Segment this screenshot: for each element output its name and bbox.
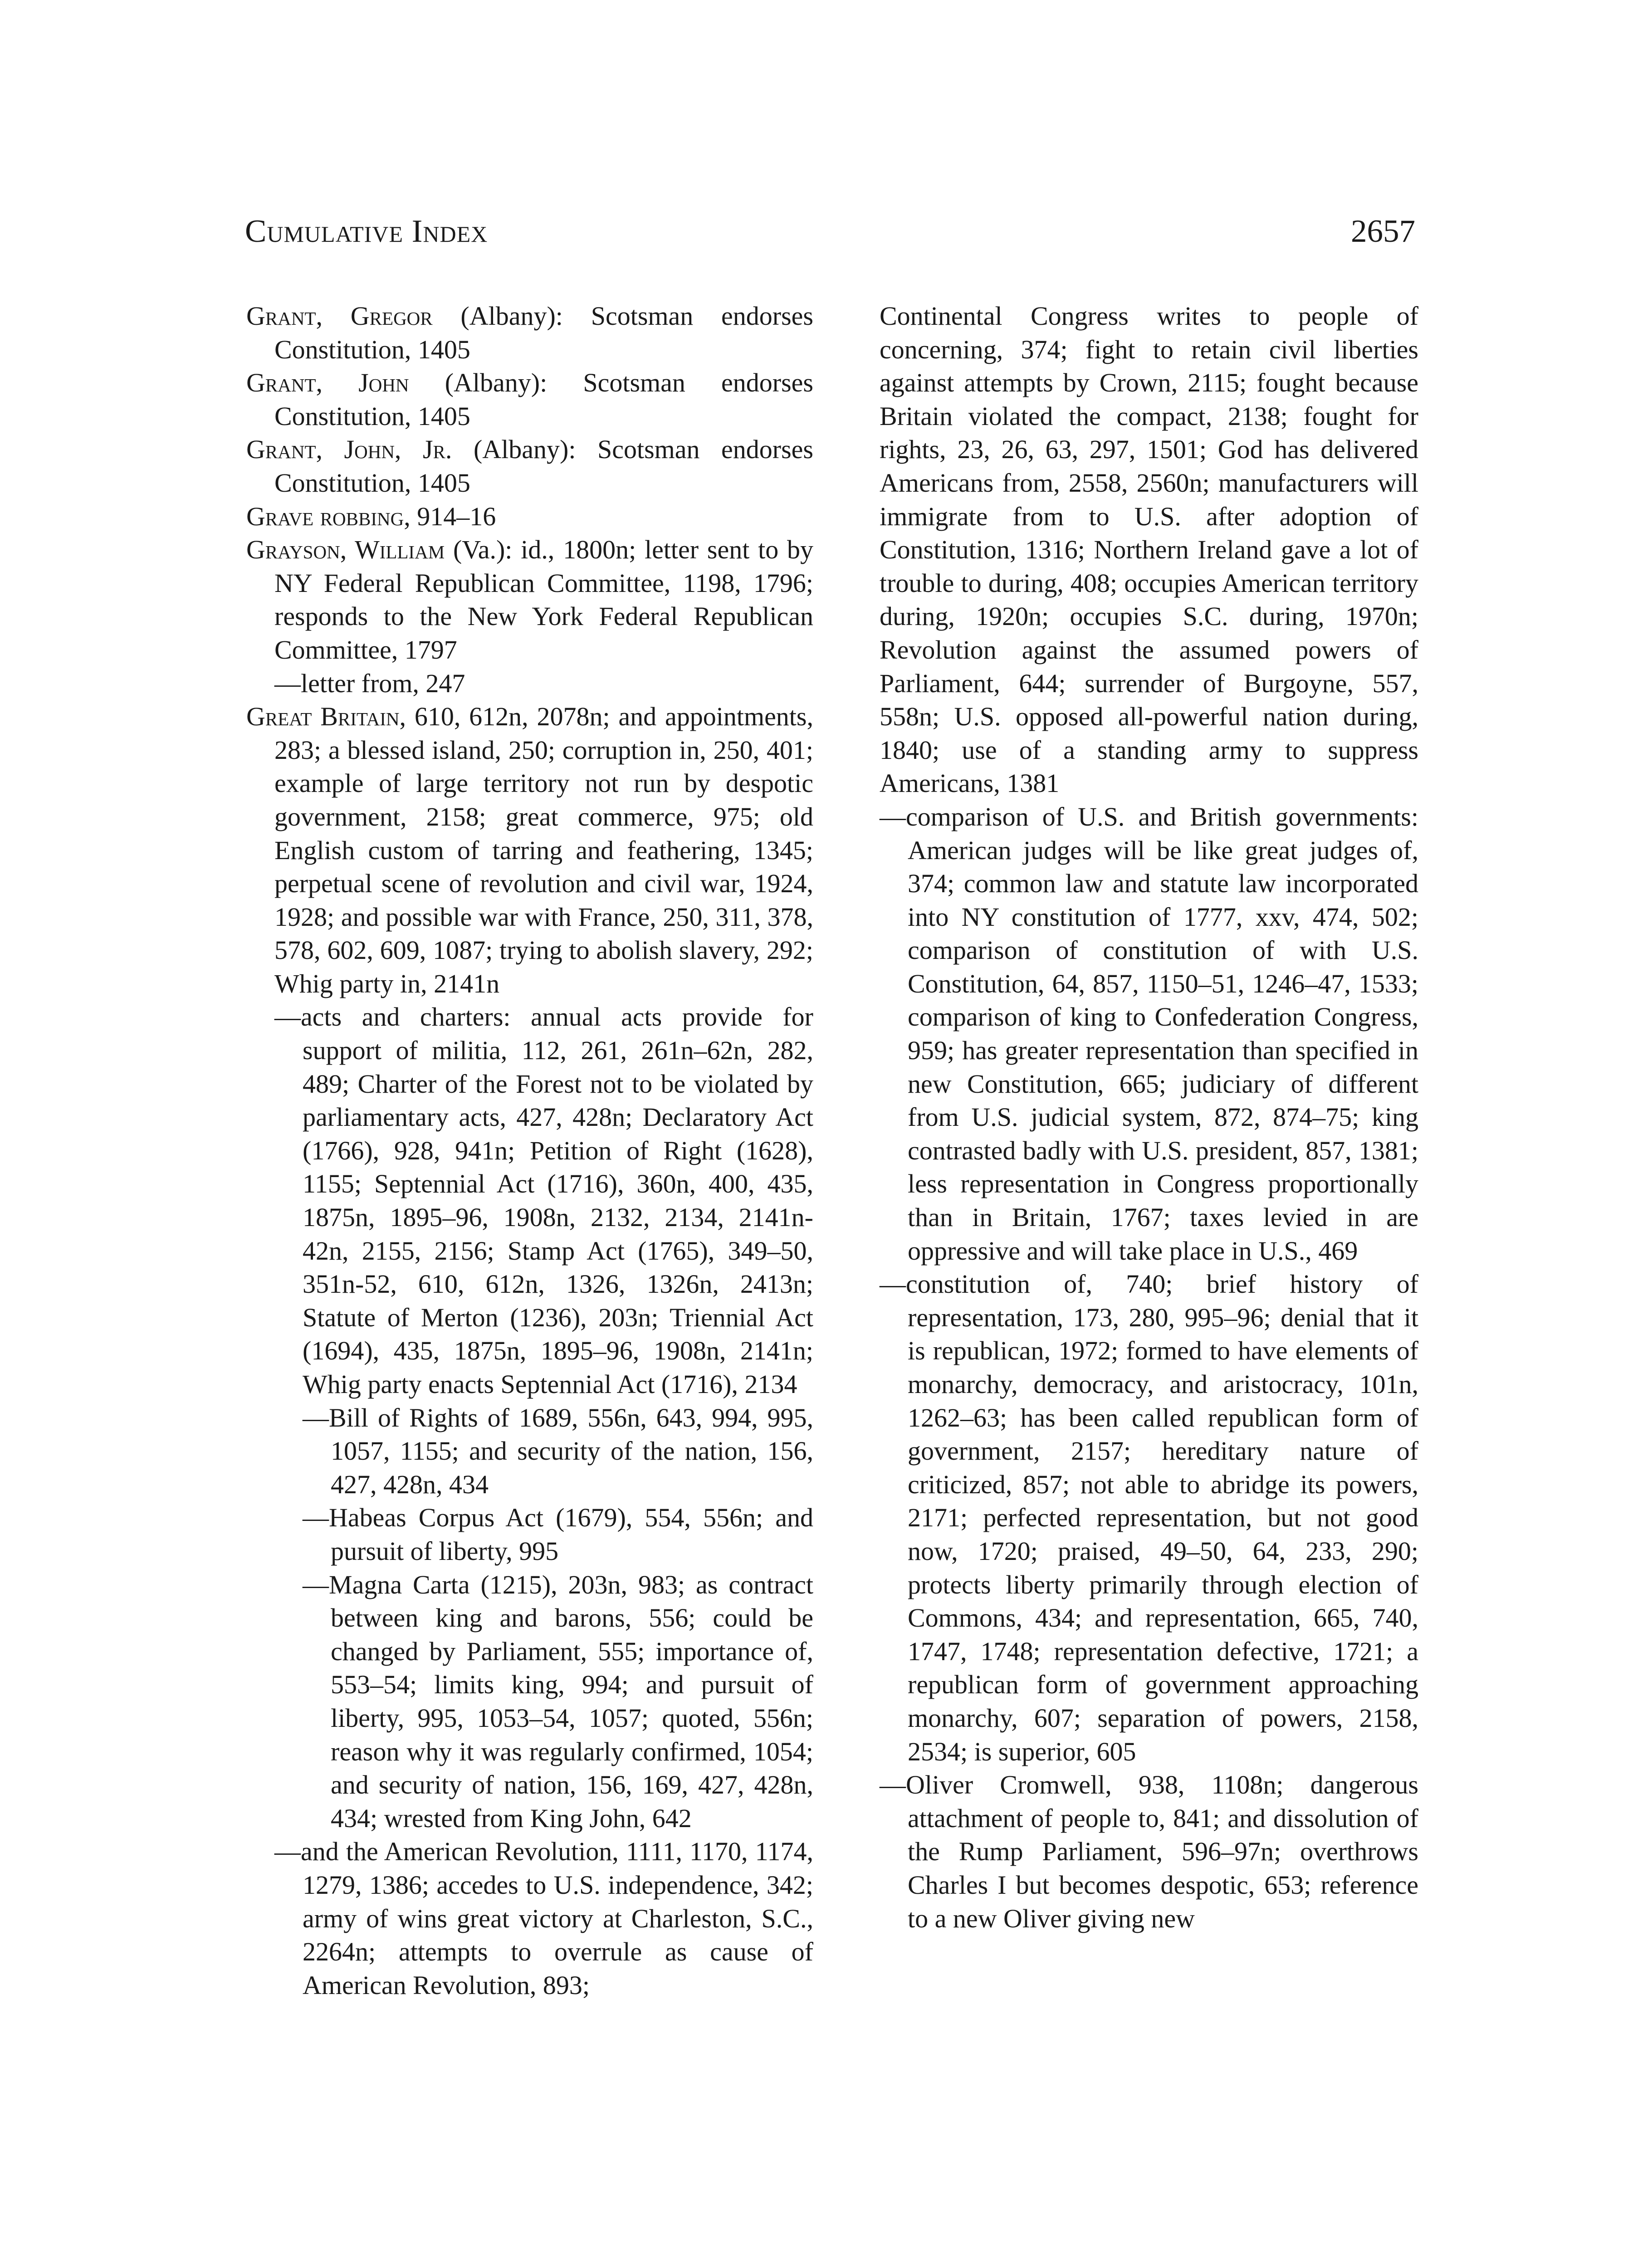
right-column	[851, 299, 1418, 1935]
entry-text: (Albany): Scotsman endorses Constitution, 1405	[274, 435, 814, 498]
entry-text: —constitution of, 740; brief history of representation, 173, 280, 995–96; denial that it is republican, 1972; formed to have elements of monarchy, democracy, and aristocracy, 101n, 1262–63; has been called republican form of government, 2157; hereditary nature of criticized, 857; not able to abridge its powers, 2171; perfected representation, but not good now, 1720; praised, 49–50, 64, 233, 290; protects liberty primarily through election of Commons, 434; and representation, 665, 740, 1747, 1748; representation defective, 1721; a republican form of government approaching monarchy, 607; separation of powers, 2158, 2534; is superior, 605	[880, 1269, 1418, 1766]
entry-text: —acts and charters: annual acts provide for support of militia, 112, 261, 261n–62n, 282, 489; Charter of the Forest not to be violated by parliamentary acts, 427, 428n; Declaratory Act (1766), 928, 941n; Petition of Right (1628), 1155; Septennial Act (1716), 360n, 400, 435, 1875n, 1895–96, 1908n, 2132, 2134, 2141n-42n, 2155, 2156; Stamp Act (1765), 349–50, 351n-52, 610, 612n, 1326, 1326n, 2413n; Statute of Merton (1236), 203n; Triennial Act (1694), 435, 1875n, 1895–96, 1908n, 2141n; Whig party enacts Septennial Act (1716), 2134	[274, 1002, 813, 1399]
entry-heading: Grant, Gregor	[246, 301, 433, 331]
entry-text: Continental Congress writes to people of concerning, 374; fight to retain civil liberties against attempts by Crown, 2115; fought because Britain violated the compact, 2138; fought for rights, 23, 26, 63, 297, 1501; God has delivered Americans from, 2558, 2560n; manufacturers will immigrate from to U.S. after adoption of Constitution, 1316; Northern Ireland gave a lot of trouble to during, 408; occupies American territory during, 1920n; occupies S.C. during, 1970n; Revolution against the assumed powers of Parliament, 644; surrender of Burgoyne, 557, 558n; U.S. opposed all-powerful nation during, 1840; use of a standing army to suppress Americans, 1381	[880, 301, 1418, 798]
entry-text: —Magna Carta (1215), 203n, 983; as contract between king and barons, 556; could be changed by Parliament, 555; importance of, 553–54; limits king, 994; and pursuit of liberty, 995, 1053–54, 1057; quoted, 556n; reason why it was regularly confirmed, 1054; and security of nation, 156, 169, 427, 428n, 434; wrested from King John, 642	[303, 1569, 813, 1833]
index-continuation	[851, 299, 1418, 800]
entry-heading: Great Britain	[246, 702, 400, 732]
entry-text: —and the American Revolution, 1111, 1170, 1174, 1279, 1386; accedes to U.S. independence, 342; army of wins great victory at Charleston, S.C., 2264n; attempts to overrule as cause of American Revolution, 893;	[274, 1837, 813, 2000]
index-subentry	[246, 1835, 813, 2002]
entry-text: (Va.): id., 1800n; letter sent to by NY Federal Republican Committee, 1198, 1796; responds to the New York Federal Republican Committee, 1797	[274, 535, 813, 665]
page-number: 2657	[1351, 214, 1415, 249]
index-entry	[246, 433, 813, 499]
index-subentry	[851, 1768, 1418, 1935]
entry-text: —letter from, 247	[274, 668, 465, 698]
left-column	[246, 299, 813, 2002]
index-subentry	[246, 667, 813, 700]
entry-text: —Oliver Cromwell, 938, 1108n; dangerous attachment of people to, 841; and dissolution of the Rump Parliament, 596–97n; overthrows Charles I but becomes despotic, 653; reference to a new Oliver giving new	[880, 1770, 1418, 1933]
entry-heading: Grant, John, Jr.	[246, 435, 452, 464]
index-entry	[246, 500, 813, 533]
index-entry	[246, 299, 813, 366]
index-subentry	[851, 800, 1418, 1267]
entry-text: —Bill of Rights of 1689, 556n, 643, 994, 995, 1057, 1155; and security of the nation, 156, 427, 428n, 434	[303, 1403, 813, 1499]
running-head: Cumulative Index	[245, 214, 488, 249]
entry-heading: Grayson, William	[246, 535, 445, 565]
entry-text: , 610, 612n, 2078n; and appointments, 283; a blessed island, 250; corruption in, 250, 401; example of large territory not run by despotic government, 2158; great commerce, 975; old English custom of tarring and feathering, 1345; perpetual scene of revolution and civil war, 1924, 1928; and possible war with France, 250, 311, 378, 578, 602, 609, 1087; trying to abolish slavery, 292; Whig party in, 2141n	[274, 702, 813, 998]
entry-heading: Grave robbing	[246, 501, 404, 531]
entry-heading: Grant, John	[246, 368, 409, 398]
index-subentry	[246, 1000, 813, 1401]
entry-text: (Albany): Scotsman endorses Constitution, 1405	[274, 368, 813, 431]
entry-text: —comparison of U.S. and British governments: American judges will be like great judges of, 374; common law and statute law incorporated into NY constitution of 1777, xxv, 474, 502; comparison of constitution of with U.S. Constitution, 64, 857, 1150–51, 1246–47, 1533; comparison of king to Confederation Congress, 959; has greater representation than specified in new Constitution, 665; judiciary of different from U.S. judicial system, 872, 874–75; king contrasted badly with U.S. president, 857, 1381; less representation in Congress proportionally than in Britain, 1767; taxes levied in are oppressive and will take place in U.S., 469	[880, 802, 1418, 1266]
index-subentry	[851, 1267, 1418, 1768]
index-entry	[246, 700, 813, 1000]
index-subsubentry	[246, 1401, 813, 1501]
index-subsubentry	[246, 1568, 813, 1835]
index-entry	[246, 366, 813, 433]
index-entry	[246, 533, 813, 666]
entry-text: , 914–16	[404, 501, 496, 531]
entry-text: —Habeas Corpus Act (1679), 554, 556n; and pursuit of liberty, 995	[303, 1503, 813, 1566]
index-subsubentry	[246, 1501, 813, 1568]
entry-text: (Albany): Scotsman endorses Constitution, 1405	[274, 301, 813, 364]
